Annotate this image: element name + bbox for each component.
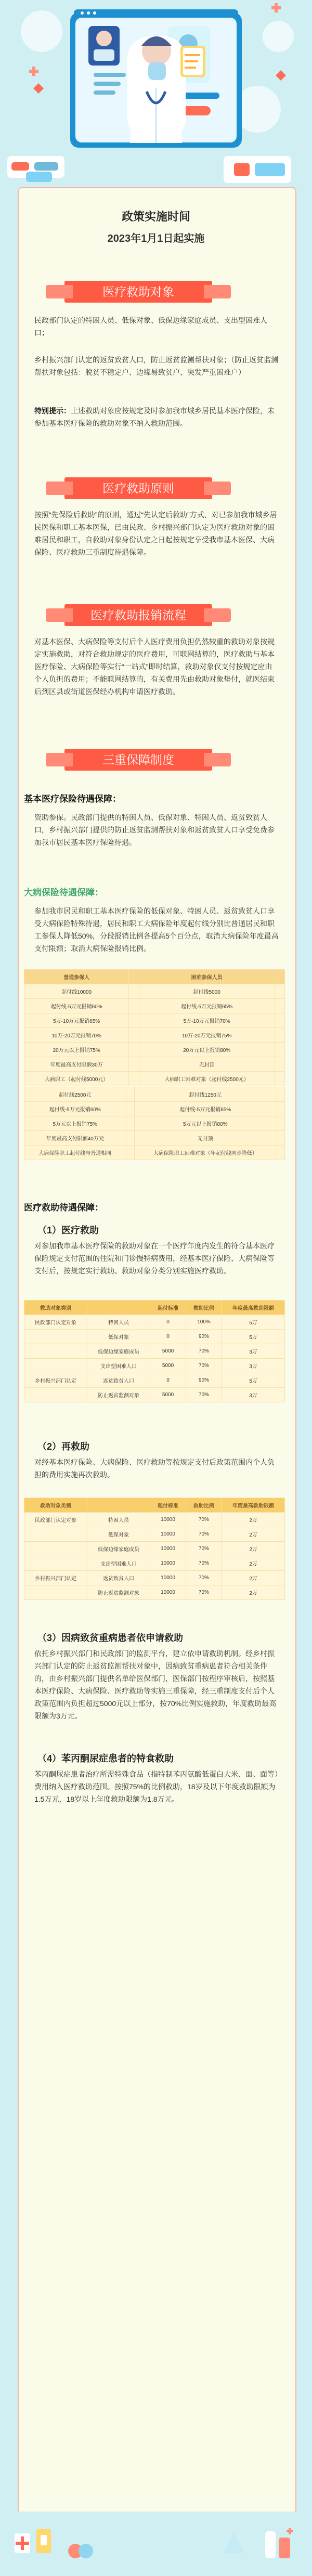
aid-item-3-title: （3）因病致贫重病患者依申请救助 xyxy=(37,1633,184,1643)
table-cell: 特困人员 xyxy=(87,1513,150,1527)
table-cell: 70% xyxy=(186,1527,222,1542)
section-ribbon-system xyxy=(64,749,212,771)
table-cell: 10000 xyxy=(150,1542,186,1556)
table-cell xyxy=(276,1087,285,1102)
table-cell: 70% xyxy=(186,1359,222,1373)
serious-table-header-3: 困难参保人员 xyxy=(139,970,275,984)
table-cell: 起付线-5万元报销60% xyxy=(24,999,129,1013)
table-cell: 20万元以上报销80% xyxy=(139,1043,275,1057)
table-cell: 乡村振兴部门认定 xyxy=(24,1373,87,1388)
table-cell xyxy=(276,1146,285,1160)
table-cell: 民政部门认定对象 xyxy=(24,1315,87,1330)
table-cell: 5000 xyxy=(150,1344,186,1359)
table-cell: 返贫致贫人口 xyxy=(87,1373,150,1388)
table-cell: 起付线1250元 xyxy=(135,1087,276,1102)
table-cell xyxy=(129,1043,139,1057)
aid-item-3-text: 依托乡村振兴部门和民政部门的监测平台，建立依申请救助机制。经乡村振兴部门认定的防止返贫监测帮扶对象中，因病致贫重病患者符合相关条件的，由乡村振兴部门提供名单给医保部门，医保部门按程序审核后，按照基本医疗保险、大病保险、医疗救助等实施三重保障，经三重制度支付后个人政策范围内负担超过5000元以上部分，按70%比例实施救助，年度救助最高限额为3万元。 xyxy=(34,1649,277,1720)
table-cell: 5000 xyxy=(150,1359,186,1373)
table-cell: 2万 xyxy=(222,1513,284,1527)
table-cell: 70% xyxy=(186,1585,222,1600)
table-cell xyxy=(275,1013,284,1028)
aid-item-4-title: （4）苯丙酮尿症患者的特食救助 xyxy=(37,1753,174,1764)
table-cell: 返贫致贫人口 xyxy=(87,1571,150,1585)
table-cell: 3万 xyxy=(222,1388,284,1402)
table-cell: 5万元以上报销75% xyxy=(24,1116,126,1131)
table-cell: 10000 xyxy=(150,1527,186,1542)
serious-section-title: 大病保险待遇保障： xyxy=(24,888,103,897)
table-cell: 低保对象 xyxy=(87,1527,150,1542)
table-cell xyxy=(126,1116,135,1131)
table-cell: 起付线-5万元报销65% xyxy=(135,1102,276,1116)
table-cell xyxy=(24,1527,87,1542)
basic-paragraph: 资助参保。民政部门提供的特困人员、低保对象、特困人员、返贫致贫人口，乡村振兴部门提供的防止返贫监测帮扶对象和返贫致贫人口享受免费参加我市居民基本医疗保险待遇。 xyxy=(34,813,275,847)
table-cell xyxy=(275,1072,284,1086)
section-object-label: 医疗救助对象 xyxy=(102,285,174,298)
table-cell: 大病职工（起付线5000元） xyxy=(24,1072,129,1086)
table-cell: 70% xyxy=(186,1542,222,1556)
table-cell: 2万 xyxy=(222,1585,284,1600)
table-cell xyxy=(275,999,284,1013)
table-cell: 年度最高支付限额40万元 xyxy=(24,1131,126,1146)
table-cell: 无封顶 xyxy=(135,1131,276,1146)
table-cell: 70% xyxy=(186,1513,222,1527)
table-cell: 20万元以上报销75% xyxy=(24,1043,129,1057)
table-cell: 年度最高支付限额30万 xyxy=(24,1057,129,1072)
table-cell: 5000 xyxy=(150,1388,186,1402)
object-paragraph-1: 民政部门认定的特困人员、低保对象、低保边缘家庭成员、支出型困难人口； xyxy=(34,316,267,337)
aid-table-2 xyxy=(24,1498,285,1600)
table-cell: 5万-10万元报销65% xyxy=(24,1013,129,1028)
table-cell xyxy=(129,1057,139,1072)
table-cell xyxy=(129,999,139,1013)
table-header: 起付标准 xyxy=(150,1498,186,1513)
serious-table-2 xyxy=(24,1087,285,1160)
table-cell xyxy=(275,1057,284,1072)
table-cell: 0 xyxy=(150,1330,186,1344)
table-cell: 2万 xyxy=(222,1542,284,1556)
table-cell: 民政部门认定对象 xyxy=(24,1513,87,1527)
table-cell: 10万-20万元报销70% xyxy=(24,1028,129,1043)
special-tip-label: 特别提示： xyxy=(34,407,71,415)
doctor-illustration xyxy=(0,0,312,198)
serious-table-header-2 xyxy=(129,970,139,984)
policy-intro xyxy=(18,187,294,260)
table-cell xyxy=(24,1556,87,1571)
table-cell xyxy=(276,1131,285,1146)
table-cell: 10000 xyxy=(150,1556,186,1571)
table-cell: 2万 xyxy=(222,1527,284,1542)
table-cell xyxy=(126,1102,135,1116)
table-header: 救助对象类别 xyxy=(24,1300,87,1315)
table-cell: 防止返贫监测对象 xyxy=(87,1585,150,1600)
table-cell: 低保边缘家庭成员 xyxy=(87,1344,150,1359)
table-cell: 70% xyxy=(186,1344,222,1359)
aid-section-title: 医疗救助待遇保障： xyxy=(24,1203,103,1213)
aid-item-1-title: （1）医疗救助 xyxy=(37,1225,99,1235)
table-cell: 90% xyxy=(186,1373,222,1388)
aid-table-1 xyxy=(24,1300,285,1402)
table-cell: 起付线10000 xyxy=(24,984,129,999)
section-process-label: 医疗救助报销流程 xyxy=(90,608,186,622)
principle-paragraph: 按照“先保险后救助”的原则，通过“先认定后救助”方式，对已参加我市城乡居民医保和职工基本医保，已由民政、乡村振兴部门认定为医疗救助对象的困难居民和职工，自救助对象身份认定之日起按规定享受我市基本医保、大病保险、医疗救助三重制度待遇保障。 xyxy=(34,511,277,556)
table-header: 起付标准 xyxy=(150,1300,186,1315)
table-cell xyxy=(276,1116,285,1131)
table-cell xyxy=(275,1043,284,1057)
table-cell: 起付线-5万元报销60% xyxy=(24,1102,126,1116)
table-header xyxy=(87,1300,150,1315)
table-cell: 70% xyxy=(186,1388,222,1402)
section-ribbon-object xyxy=(64,281,212,303)
table-cell: 2万 xyxy=(222,1556,284,1571)
table-header xyxy=(87,1498,150,1513)
section-principle-label: 医疗救助原则 xyxy=(102,482,174,495)
table-cell xyxy=(129,1028,139,1043)
object-paragraph-3-text: 上述救助对象应按规定及时参加我市城乡居民基本医疗保险，未参加基本医疗保险的救助对象不纳入救助范围。 xyxy=(34,407,275,427)
object-paragraph-2: 乡村振兴部门认定的返贫致贫人口，防止返贫监测帮扶对象；（防止返贫监测帮扶对象包括：脱贫不稳定户、边缘易致贫户、突发严重困难户） xyxy=(34,356,278,376)
table-header: 年度最高救助限额 xyxy=(222,1498,284,1513)
table-header: 年度最高救助限额 xyxy=(222,1300,284,1315)
table-cell: 3万 xyxy=(222,1344,284,1359)
table-cell xyxy=(129,1072,139,1086)
table-cell: 0 xyxy=(150,1373,186,1388)
table-cell: 特困人员 xyxy=(87,1315,150,1330)
table-cell: 防止返贫监测对象 xyxy=(87,1388,150,1402)
table-cell: 5万-10万元报销70% xyxy=(139,1013,275,1028)
table-cell: 起付线5000 xyxy=(139,984,275,999)
table-cell xyxy=(129,984,139,999)
table-cell xyxy=(24,1388,87,1402)
serious-table xyxy=(24,969,285,1086)
aid-item-2-title: （2）再救助 xyxy=(37,1441,90,1452)
table-cell: 乡村振兴部门认定 xyxy=(24,1571,87,1585)
aid-item-1-text: 对参加我市基本医疗保险的救助对象在一个医疗年度内发生的符合基本医疗保险规定支付范围的住院和门诊慢特病费用，经基本医疗保险、大病保险等支付后，按规定实行救助。救助对象分类分别实施医疗救助。 xyxy=(34,1242,275,1275)
hero-banner xyxy=(0,0,312,198)
table-cell xyxy=(126,1146,135,1160)
table-cell: 10000 xyxy=(150,1513,186,1527)
basic-section-title: 基本医疗保险待遇保障： xyxy=(24,794,121,804)
table-cell xyxy=(276,1102,285,1116)
table-cell: 无封顶 xyxy=(139,1057,275,1072)
table-cell: 5万 xyxy=(222,1373,284,1388)
process-paragraph: 对基本医保、大病保险等支付后个人医疗费用负担仍然较重的救助对象按规定实施救助，对符合救助规定的医疗费用，可联网结算的，医疗救助与基本医疗保险、大病保险等实行“一站式”即时结算，救助对象仅支付按规定应由个人负担的费用；不能联网结算的，有关费用先由救助对象垫付，就医结束后到区县或街道医保经办机构申请医疗救助。 xyxy=(34,638,275,696)
table-cell xyxy=(275,984,284,999)
table-header: 救助比例 xyxy=(186,1300,222,1315)
table-cell: 支出型困难人口 xyxy=(87,1359,150,1373)
table-cell: 低保对象 xyxy=(87,1330,150,1344)
table-cell xyxy=(24,1359,87,1373)
table-cell: 10万-20万元报销75% xyxy=(139,1028,275,1043)
table-cell xyxy=(24,1585,87,1600)
table-cell: 大病保险职工起付线与普通相同 xyxy=(24,1146,126,1160)
table-cell: 100% xyxy=(186,1315,222,1330)
section-ribbon-process xyxy=(64,604,212,626)
table-cell: 70% xyxy=(186,1571,222,1585)
serious-table-header-4 xyxy=(275,970,284,984)
table-cell: 90% xyxy=(186,1330,222,1344)
table-cell: 5万元以上报销80% xyxy=(135,1116,276,1131)
table-cell: 0 xyxy=(150,1315,186,1330)
section-system-label: 三重保障制度 xyxy=(102,753,174,766)
table-cell: 大病职工困难对象（起付线2500元） xyxy=(139,1072,275,1086)
table-cell: 起付线2500元 xyxy=(24,1087,126,1102)
aid-item-4-text: 苯丙酮尿症患者治疗所需特殊食品（指特制苯丙氨酸低蛋白大米、面、面等）费用纳入医疗救助范围。按照75%的比例救助，18岁及以下年度救助限额为1.5万元，18岁以上年度救助限额为1.8万元。 xyxy=(34,1770,278,1803)
table-header: 救助比例 xyxy=(186,1498,222,1513)
table-cell: 起付线-5万元报销65% xyxy=(139,999,275,1013)
policy-time-title: 政策实施时间 xyxy=(121,210,190,223)
table-cell xyxy=(24,1344,87,1359)
table-cell: 2万 xyxy=(222,1571,284,1585)
table-cell: 70% xyxy=(186,1556,222,1571)
footer-decoration xyxy=(0,2522,312,2576)
table-cell xyxy=(24,1542,87,1556)
table-cell: 支出型困难人口 xyxy=(87,1556,150,1571)
table-cell: 5万 xyxy=(222,1330,284,1344)
table-cell: 低保边缘家庭成员 xyxy=(87,1542,150,1556)
policy-time-subtitle: 2023年1月1日起实施 xyxy=(107,233,205,244)
table-cell xyxy=(126,1131,135,1146)
table-cell: 3万 xyxy=(222,1359,284,1373)
table-cell xyxy=(24,1330,87,1344)
table-header: 救助对象类别 xyxy=(24,1498,87,1513)
serious-paragraph: 参加我市居民和职工基本医疗保险的低保对象、特困人员、返贫致贫人口享受大病保险特殊待遇，居民和职工大病保险年度起付线分别比普通居民和职工参保人降低50%，分段报销比例各提高5个百分点，取消大病保险年度最高支付限额；取消大病保险报销比例。 xyxy=(34,907,279,953)
table-cell xyxy=(129,1013,139,1028)
table-cell xyxy=(126,1087,135,1102)
table-cell xyxy=(275,1028,284,1043)
object-paragraph-3 xyxy=(34,405,279,430)
table-cell: 10000 xyxy=(150,1585,186,1600)
table-cell: 大病保险职工困难对象（年起付线同步降低） xyxy=(135,1146,276,1160)
table-cell: 10000 xyxy=(150,1571,186,1585)
serious-table-header-1: 普通参保人 xyxy=(24,970,129,984)
table-cell: 5万 xyxy=(222,1315,284,1330)
aid-item-2-text: 对经基本医疗保险、大病保险、医疗救助等按规定支付后政策范围内个人负担的费用实施再次救助。 xyxy=(34,1458,275,1479)
section-ribbon-principle xyxy=(64,477,212,499)
